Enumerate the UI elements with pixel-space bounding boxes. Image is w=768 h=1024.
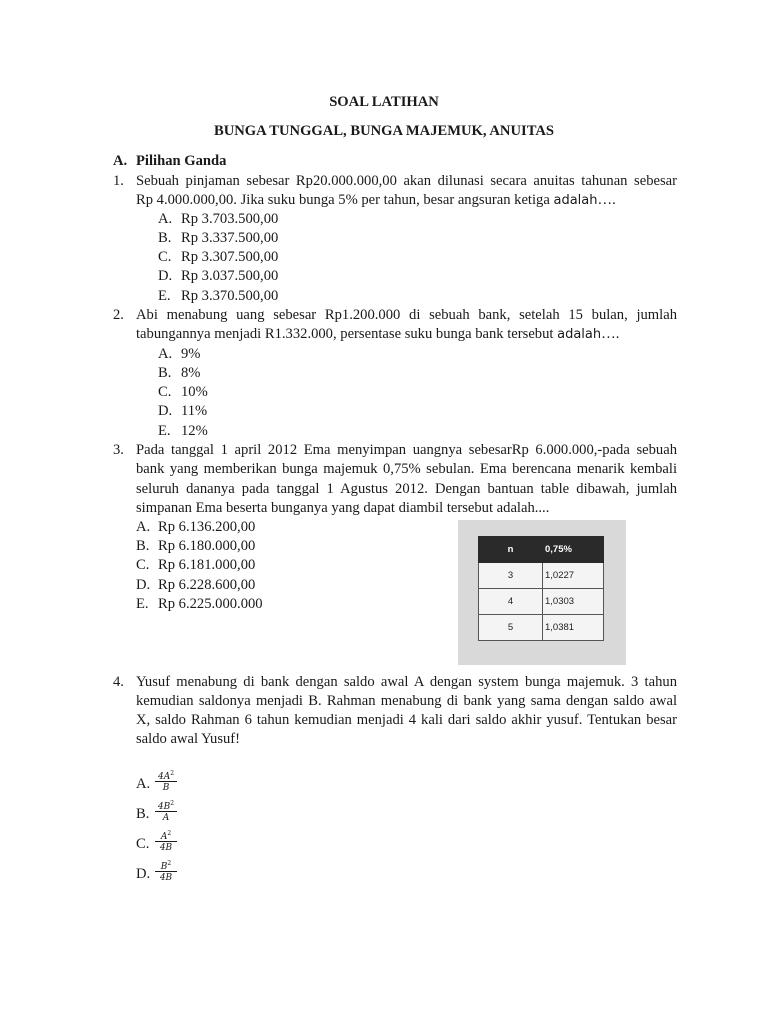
option-text: Rp 3.703.500,00	[181, 211, 279, 227]
option-text: Rp 3.037.500,00	[181, 268, 279, 284]
option-letter: B.	[158, 365, 172, 381]
option-letter: C.	[158, 384, 172, 400]
option-letter: B.	[136, 806, 150, 822]
option-text: Rp 6.180.000,00	[158, 538, 256, 554]
option-letter: C.	[136, 557, 150, 573]
fraction-numerator-exponent: 2	[167, 830, 172, 837]
question-4-number: 4.	[113, 674, 124, 690]
question-2-line-2	[136, 325, 619, 344]
option-text: Rp 6.225.000.000	[158, 596, 263, 612]
fraction-denominator: B	[162, 783, 170, 793]
option-text: Rp 6.181.000,00	[158, 557, 256, 573]
fraction-4b2-over-a	[155, 798, 177, 824]
option-letter: D.	[136, 577, 151, 593]
question-4-line-3: X, saldo Rahman 6 tahun kemudian menjadi 4 kali dari saldo akhir yusuf. Tentukan besar	[136, 712, 677, 728]
option-text: 10%	[181, 384, 208, 400]
fraction-denominator: 4B	[159, 873, 173, 883]
option-letter: A.	[158, 346, 173, 362]
fraction-numerator-exponent: 2	[167, 860, 172, 867]
option-text: 8%	[181, 365, 201, 381]
table-header-row	[479, 537, 604, 563]
fraction-a2-over-4b	[155, 828, 177, 854]
table-row	[479, 563, 604, 589]
question-2-line-2-text: tabungannya menjadi R1.332.000, persentase suku bunga bank tersebut	[136, 326, 554, 342]
fraction-b2-over-4b	[155, 858, 177, 884]
fraction-4a2-over-b	[155, 768, 177, 794]
page-subtitle: BUNGA TUNGGAL, BUNGA MAJEMUK, ANUITAS	[213, 123, 555, 139]
option-letter: D.	[158, 403, 173, 419]
option-text: Rp 3.307.500,00	[181, 249, 279, 265]
option-text: 11%	[181, 403, 208, 419]
option-letter: E.	[158, 423, 171, 439]
question-1-adalah: adalah	[553, 193, 598, 208]
option-letter: D.	[136, 866, 151, 882]
question-3-number: 3.	[113, 442, 124, 458]
fraction-numerator: 4A	[157, 772, 171, 782]
fraction-numerator-exponent: 2	[170, 800, 175, 807]
option-letter: B.	[136, 538, 150, 554]
option-letter: A.	[136, 776, 151, 792]
question-2-number: 2.	[113, 307, 124, 323]
fraction-denominator: 4B	[159, 843, 173, 853]
option-text: Rp 6.228.600,00	[158, 577, 256, 593]
interest-factor-table	[478, 536, 604, 641]
fraction-numerator: B	[160, 862, 168, 872]
section-label: Pilihan Ganda	[136, 153, 227, 169]
table-cell: 4	[479, 589, 543, 615]
option-letter: C.	[158, 249, 172, 265]
option-text: 12%	[181, 423, 208, 439]
table-cell: 1,0303	[543, 589, 604, 615]
question-1-line-2	[136, 191, 616, 210]
question-3-line-4: simpanan Ema beserta bunganya yang dapat diambil tersebut adalah....	[136, 500, 550, 516]
fraction-numerator-exponent: 2	[170, 770, 175, 777]
question-3-line-1: Pada tanggal 1 april 2012 Ema menyimpan uangnya sebesarRp 6.000.000,-pada sebuah	[136, 442, 677, 458]
fraction-denominator: A	[162, 813, 170, 823]
option-letter: C.	[136, 836, 150, 852]
interest-table-figure	[458, 520, 626, 665]
table-cell: 5	[479, 615, 543, 641]
table-cell: 1,0227	[543, 563, 604, 589]
question-2-line-1: Abi menabung uang sebesar Rp1.200.000 di sebuah bank, setelah 15 bulan, jumlah	[136, 307, 677, 323]
question-2-ellipsis: ….	[601, 326, 620, 342]
table-row	[479, 589, 604, 615]
option-letter: A.	[158, 211, 173, 227]
fraction-numerator: 4B	[157, 802, 171, 812]
table-row	[479, 615, 604, 641]
option-text: 9%	[181, 346, 201, 362]
section-letter: A.	[113, 153, 128, 169]
option-letter: B.	[158, 230, 172, 246]
question-2-adalah: adalah	[557, 327, 602, 342]
option-letter: E.	[136, 596, 149, 612]
page-title: SOAL LATIHAN	[329, 94, 439, 110]
question-1-number: 1.	[113, 173, 124, 189]
question-3-line-2: bank yang memberikan bunga majemuk 0,75% sebulan. Ema berencana menarik kembali	[136, 461, 677, 477]
question-1-ellipsis: ….	[597, 192, 616, 208]
fraction-numerator: A	[160, 832, 168, 842]
table-cell: 1,0381	[543, 615, 604, 641]
question-1-line-1: Sebuah pinjaman sebesar Rp20.000.000,00 akan dilunasi secara anuitas tahunan sebesar	[136, 173, 677, 189]
option-text: Rp 6.136.200,00	[158, 519, 256, 535]
question-1-line-2-text: Rp 4.000.000,00. Jika suku bunga 5% per tahun, besar angsuran ketiga	[136, 192, 550, 208]
question-3-line-3: seluruh dananya pada tanggal 1 Agustus 2012. Dengan bantuan table dibawah, jumlah	[136, 481, 677, 497]
question-4-line-1: Yusuf menabung di bank dengan saldo awal A dengan system bunga majemuk. 3 tahun	[136, 674, 677, 690]
option-letter: D.	[158, 268, 173, 284]
table-cell: 3	[479, 563, 543, 589]
question-4-line-4: saldo awal Yusuf!	[136, 731, 241, 747]
option-text: Rp 3.370.500,00	[181, 288, 279, 304]
table-header-rate: 0,75%	[543, 537, 604, 563]
table-header-n: n	[479, 537, 543, 563]
question-4-line-2: kemudian saldonya menjadi B. Rahman menabung di bank yang sama dengan saldo awal	[136, 693, 677, 709]
option-letter: E.	[158, 288, 171, 304]
option-text: Rp 3.337.500,00	[181, 230, 279, 246]
option-letter: A.	[136, 519, 151, 535]
